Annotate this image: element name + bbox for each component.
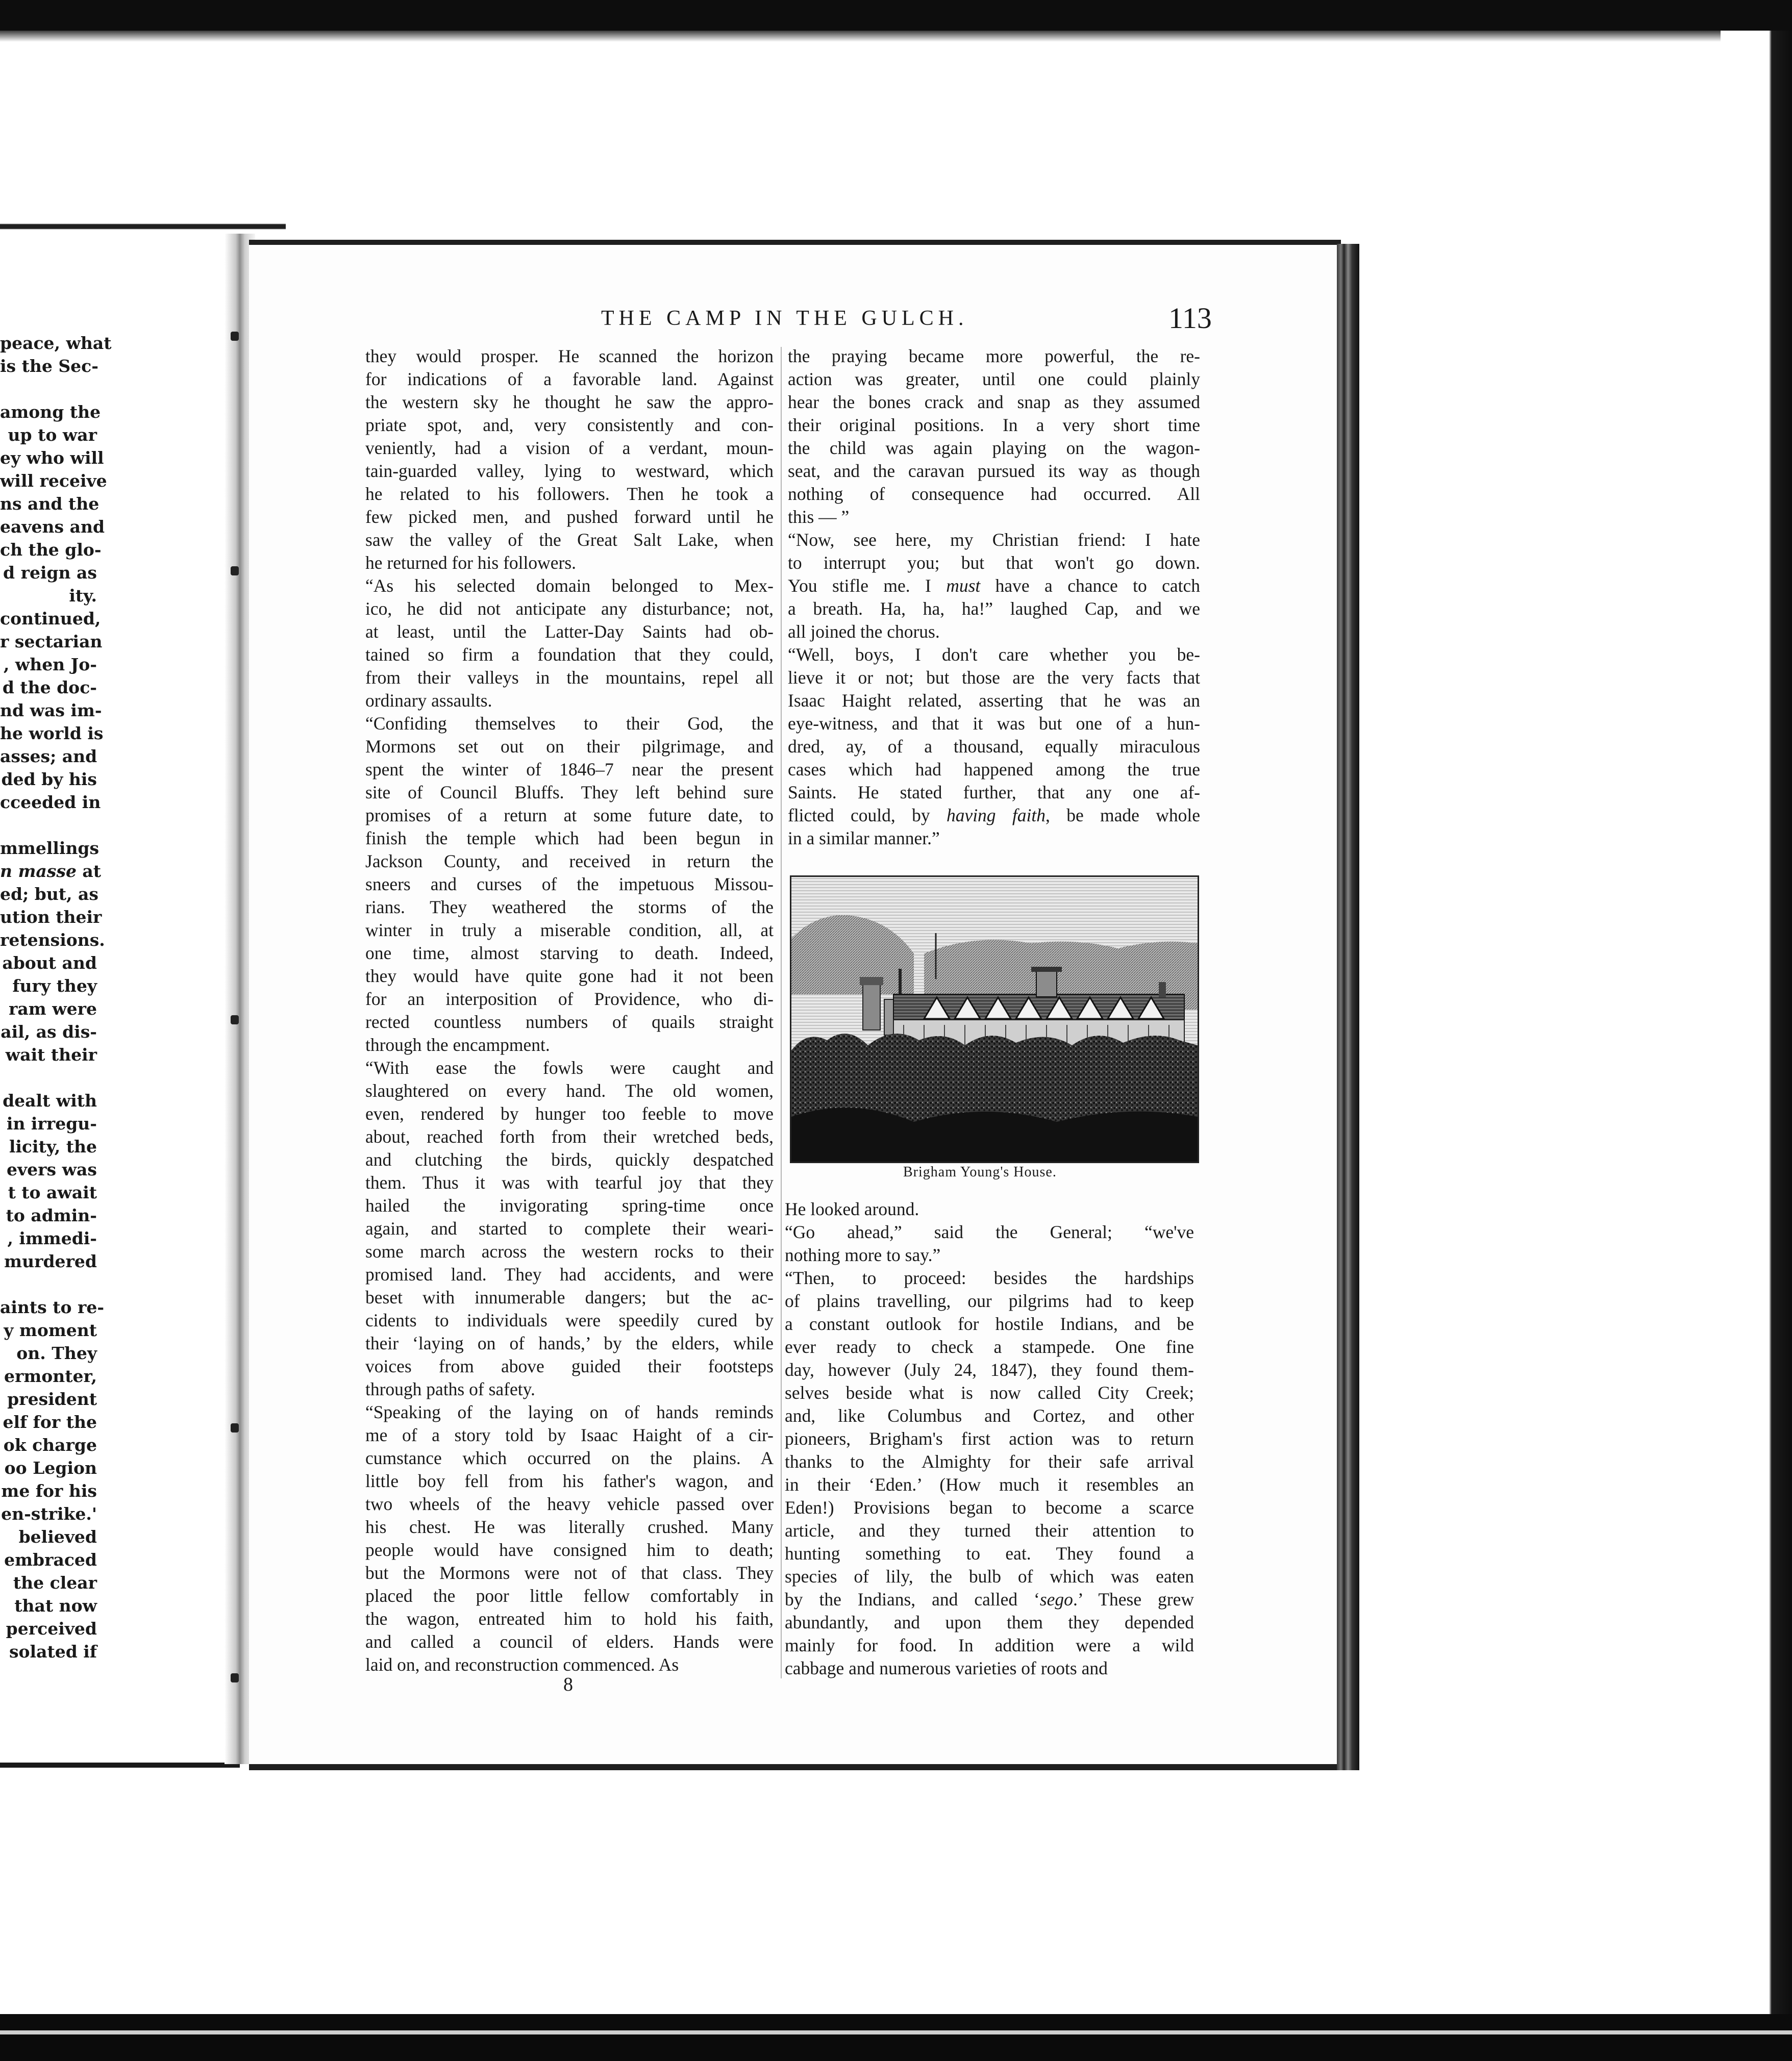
left-page-text-line: ution their [0,907,102,927]
text-line: about, reached forth from their wretched beds, [365,1126,774,1147]
text-line: and called a council of elders. Hands were [365,1631,774,1652]
text-line: he returned for his followers. [365,552,577,573]
left-page-text-column [0,332,112,1663]
text-line: lieve it or not; but those are the very facts that [788,667,1200,688]
text-line: “Well, boys, I don't care whether you be- [788,644,1200,665]
text-line: some march across the western rocks to their [365,1241,774,1262]
left-page-text-line: cceeded in [0,792,101,812]
text-line: this — ” [788,507,850,527]
left-page-text-line: nd was im- [0,700,102,720]
signature-mark: 8 [563,1674,573,1695]
figure-caption: Brigham Young's House. [903,1164,1057,1180]
text-line: Saints. He stated further, that any one af- [788,782,1200,802]
text-line: and, like Columbus and Cortez, and other [785,1405,1194,1426]
left-page-text-line: embraced [4,1550,97,1570]
left-page-text-line: r sectarian [0,632,103,651]
engraving-brigham-youngs-house [790,875,1199,1163]
scan-border-bottom [0,2014,1792,2061]
left-page-text-line: perceived [6,1619,97,1639]
text-line: finish the temple which had been begun in [365,828,774,848]
text-line: laid on, and reconstruction commenced. As [365,1654,679,1675]
text-line: day, however (July 24, 1847), they found them- [785,1360,1194,1380]
text-line: thanks to the Almighty for their safe arrival [785,1451,1194,1472]
text-line: through paths of safety. [365,1379,535,1399]
text-line: of plains travelling, our pilgrims had to keep [785,1291,1194,1311]
text-line: a breath. Ha, ha, ha!” laughed Cap, and we [788,598,1200,619]
text-line: “Then, to proceed: besides the hardships [785,1268,1194,1288]
text-line: “As his selected domain belonged to Mex- [365,575,774,596]
text-line: people would have consigned him to death; [365,1540,774,1560]
left-page-text-line: elf for the [3,1412,97,1432]
left-page-text-line: wait their [5,1045,97,1065]
text-line: cabbage and numerous varieties of roots and [785,1658,1108,1678]
text-line: they would have quite gone had it not been [365,966,774,986]
text-line: mainly for food. In addition were a wild [785,1635,1194,1655]
left-page-text-line: solated if [9,1642,97,1662]
left-page-text-line: asses; and [0,746,97,766]
left-page-text-line: will receive [0,471,107,491]
text-line: in a similar manner.” [788,828,940,848]
left-page-text-line: believed [18,1527,97,1547]
text-line: at least, until the Latter-Day Saints had ob- [365,621,774,642]
text-line: seat, and the caravan pursued its way as though [788,461,1200,481]
left-page-text-line: t to await [8,1183,97,1202]
text-line: hunting something to eat. They found a [785,1543,1194,1564]
text-line: cases which had happened among the true [788,759,1200,780]
text-line: the western sky he thought he saw the appro- [365,392,774,412]
left-page-text-line: ermonter, [4,1366,97,1386]
left-page-text-line: ok charge [3,1435,97,1455]
text-line: them. Thus it was with tearful joy that they [365,1172,774,1193]
text-line: through the encampment. [365,1035,550,1055]
text-line: one time, almost starving to death. Indeed, [365,943,774,963]
text-line: slaughtered on every hand. The old women, [365,1080,774,1101]
text-line: sneers and curses of the impetuous Missou- [365,874,774,894]
text-line: a constant outlook for hostile Indians, and be [785,1314,1194,1334]
text-line: tain-guarded valley, lying to westward, which [365,461,774,481]
left-page-text-line: y moment [4,1320,97,1340]
stitch-hole [231,1015,239,1024]
left-page-text-line: ded by his [1,769,97,789]
text-line: cumstance which occurred on the plains. A [365,1448,774,1468]
left-page-text-line: ity. [69,586,97,606]
text-line: again, and started to complete their weari- [365,1218,774,1239]
text-line: me of a story told by Isaac Haight of a cir- [365,1425,774,1445]
left-page-text-line [0,1066,97,1089]
left-page-text-line: aints to re- [0,1297,105,1317]
text-line: little boy fell from his father's wagon, and [365,1471,774,1491]
text-line: abundantly, and upon them they depended [785,1612,1194,1632]
left-page-text-line: ram were [9,999,97,1019]
left-page-text-line: ch the glo- [0,540,102,560]
left-page-text-line: d the doc- [2,677,97,697]
text-line: “Confiding themselves to their God, the [365,713,774,734]
text-line: to interrupt you; but that won't go down. [788,552,1200,573]
text-line: beset with innumerable dangers; but the ac- [365,1287,774,1308]
text-line: Mormons set out on their pilgrimage, and [365,736,774,757]
text-line: Eden!) Provisions began to become a scarce [785,1497,1194,1518]
text-line: pioneers, Brigham's first action was to return [785,1428,1194,1449]
running-head: THE CAMP IN THE GULCH. [601,307,968,330]
text-line: You stifle me. I must have a chance to catch [788,575,1200,596]
text-line: in their ‘Eden.’ (How much it resembles an [785,1474,1194,1495]
left-page-text-line: ns and the [0,494,99,514]
text-line: the child was again playing on the wagon- [788,438,1200,458]
text-line: voices from above guided their footsteps [365,1356,774,1376]
text-line: all joined the chorus. [788,621,940,642]
text-column-right-bottom [785,1198,1194,1680]
left-page-text-line: on. They [16,1343,97,1363]
left-page-text-line: me for his [1,1481,97,1501]
text-line: from their valleys in the mountains, repel all [365,667,774,688]
left-page-text-line: president [7,1389,97,1409]
text-line: cidents to individuals were speedily cured by [365,1310,774,1330]
text-column-right-top [788,345,1200,850]
text-line: “With ease the fowls were caught and [365,1058,774,1078]
text-line: they would prosper. He scanned the horizon [365,346,774,366]
left-page-text-line: to admin- [6,1205,97,1225]
left-page-text-line: murdered [4,1251,97,1271]
text-line: two wheels of the heavy vehicle passed over [365,1494,774,1514]
left-page-text-line: in irregu- [6,1114,97,1134]
text-line: hear the bones crack and snap as they assumed [788,392,1200,412]
text-line: ever ready to check a stampede. One fine [785,1337,1194,1357]
text-column-left [365,345,774,1676]
page-number: 113 [1168,301,1212,335]
left-page-text-line: licity, the [9,1137,97,1157]
text-line: promises of a return at some future date, to [365,805,774,825]
text-line: even, rendered by hunger too feeble to move [365,1103,774,1124]
text-line: hailed the invigorating spring-time once [365,1195,774,1216]
left-page-text-line: oo Legion [4,1458,97,1478]
left-page-text-line: he world is [0,723,104,743]
scan-border-top [0,0,1792,31]
text-line: nothing of consequence had occurred. All [788,484,1200,504]
left-page-text-line: , immedi- [7,1228,97,1248]
left-page-text-line: retensions. [0,930,105,950]
text-line: selves beside what is now called City Creek; [785,1383,1194,1403]
scan-border-bottom-highlight [0,2030,1792,2034]
left-page-text-line: up to war [8,425,97,445]
text-line: priate spot, and, very consistently and con- [365,415,774,435]
stitch-hole [231,1673,239,1682]
stitch-hole [231,332,239,341]
text-line: veniently, had a vision of a verdant, moun- [365,438,774,458]
text-line: He looked around. [785,1199,919,1219]
page-stack-edge [1337,244,1359,1770]
left-page-text-line: ed; but, as [0,884,98,904]
left-page-text-line: n masse at [0,861,102,881]
text-line: site of Council Bluffs. They left behind sure [365,782,774,802]
left-page-top-edge [0,219,286,234]
house-illustration [791,877,1198,1162]
text-line: Jackson County, and received in return the [365,851,774,871]
text-line: his chest. He was literally crushed. Many [365,1517,774,1537]
text-line: eye-witness, and that it was but one of a hun- [788,713,1200,734]
text-line: rians. They weathered the storms of the [365,897,774,917]
left-page-text-line: dealt with [3,1091,97,1111]
text-line: “Now, see here, my Christian friend: I hate [788,530,1200,550]
text-line: promised land. They had accidents, and were [365,1264,774,1285]
text-line: species of lily, the bulb of which was eaten [785,1566,1194,1587]
text-line: tained so firm a foundation that they could, [365,644,774,665]
left-page-text-line: en-strike.' [1,1504,97,1524]
text-line: the praying became more powerful, the re- [788,346,1200,366]
left-page-text-line: d reign as [3,563,97,583]
text-line: article, and they turned their attention to [785,1520,1194,1541]
left-page-text-line: about and [2,953,97,973]
left-page-text-line [0,814,97,837]
text-line: flicted could, by having faith, be made whole [788,805,1201,825]
text-line: but the Mormons were not of that class. They [365,1563,774,1583]
text-line: nothing more to say.” [785,1245,941,1265]
stitch-hole [231,566,239,575]
text-line: action was greater, until one could plainly [788,369,1200,389]
left-page-text-line [0,1273,97,1296]
text-line: few picked men, and pushed forward until he [365,507,774,527]
text-line: ordinary assaults. [365,690,492,711]
left-page-text-line: eavens and [0,517,105,537]
text-line: “Speaking of the laying on of hands reminds [365,1402,774,1422]
left-page-text-line [0,378,97,400]
left-page-text-line: among the [0,402,101,422]
left-page-text-line: peace, what [0,333,112,353]
text-line: dred, ay, of a thousand, equally miraculous [788,736,1200,757]
left-page-text-line: the clear [13,1573,97,1593]
text-line: for indications of a favorable land. Against [365,369,774,389]
text-line: “Go ahead,” said the General; “we've [785,1222,1194,1242]
text-line: saw the valley of the Great Salt Lake, when [365,530,774,550]
text-line: their original positions. In a very short time [788,415,1200,435]
text-line: for an interposition of Providence, who di- [365,989,774,1009]
left-page-text-line: is the Sec- [0,356,98,376]
text-line: ico, he did not anticipate any disturbance; not, [365,598,774,619]
text-line: by the Indians, and called ‘sego.’ These grew [785,1589,1194,1610]
text-line: and clutching the birds, quickly despatched [365,1149,774,1170]
left-page-text-line: continued, [0,609,101,629]
left-page-text-line: , when Jo- [3,655,97,674]
left-page-text-line: fury they [12,976,97,996]
column-divider [781,347,782,1678]
scan-border-right [1721,31,1792,2014]
left-page-text-line: that now [14,1596,97,1616]
text-line: the wagon, entreated him to hold his faith, [365,1608,774,1629]
text-line: rected countless numbers of quails straight [365,1012,774,1032]
text-line: he related to his followers. Then he took a [365,484,774,504]
scan-shadow [0,31,1792,42]
left-page-text-line: mmellings [0,838,99,858]
text-line: winter in truly a miserable condition, all, at [365,920,774,940]
text-line: Isaac Haight related, asserting that he was an [788,690,1200,711]
text-line: placed the poor little fellow comfortably in [365,1586,774,1606]
left-page-text-line: ey who will [0,448,104,468]
text-line: spent the winter of 1846–7 near the present [365,759,774,780]
text-line: their ‘laying on of hands,’ by the elders, while [365,1333,774,1353]
stitch-hole [231,1423,239,1432]
left-page-text-line: evers was [7,1160,97,1179]
left-page-text-line: ail, as dis- [1,1022,97,1042]
